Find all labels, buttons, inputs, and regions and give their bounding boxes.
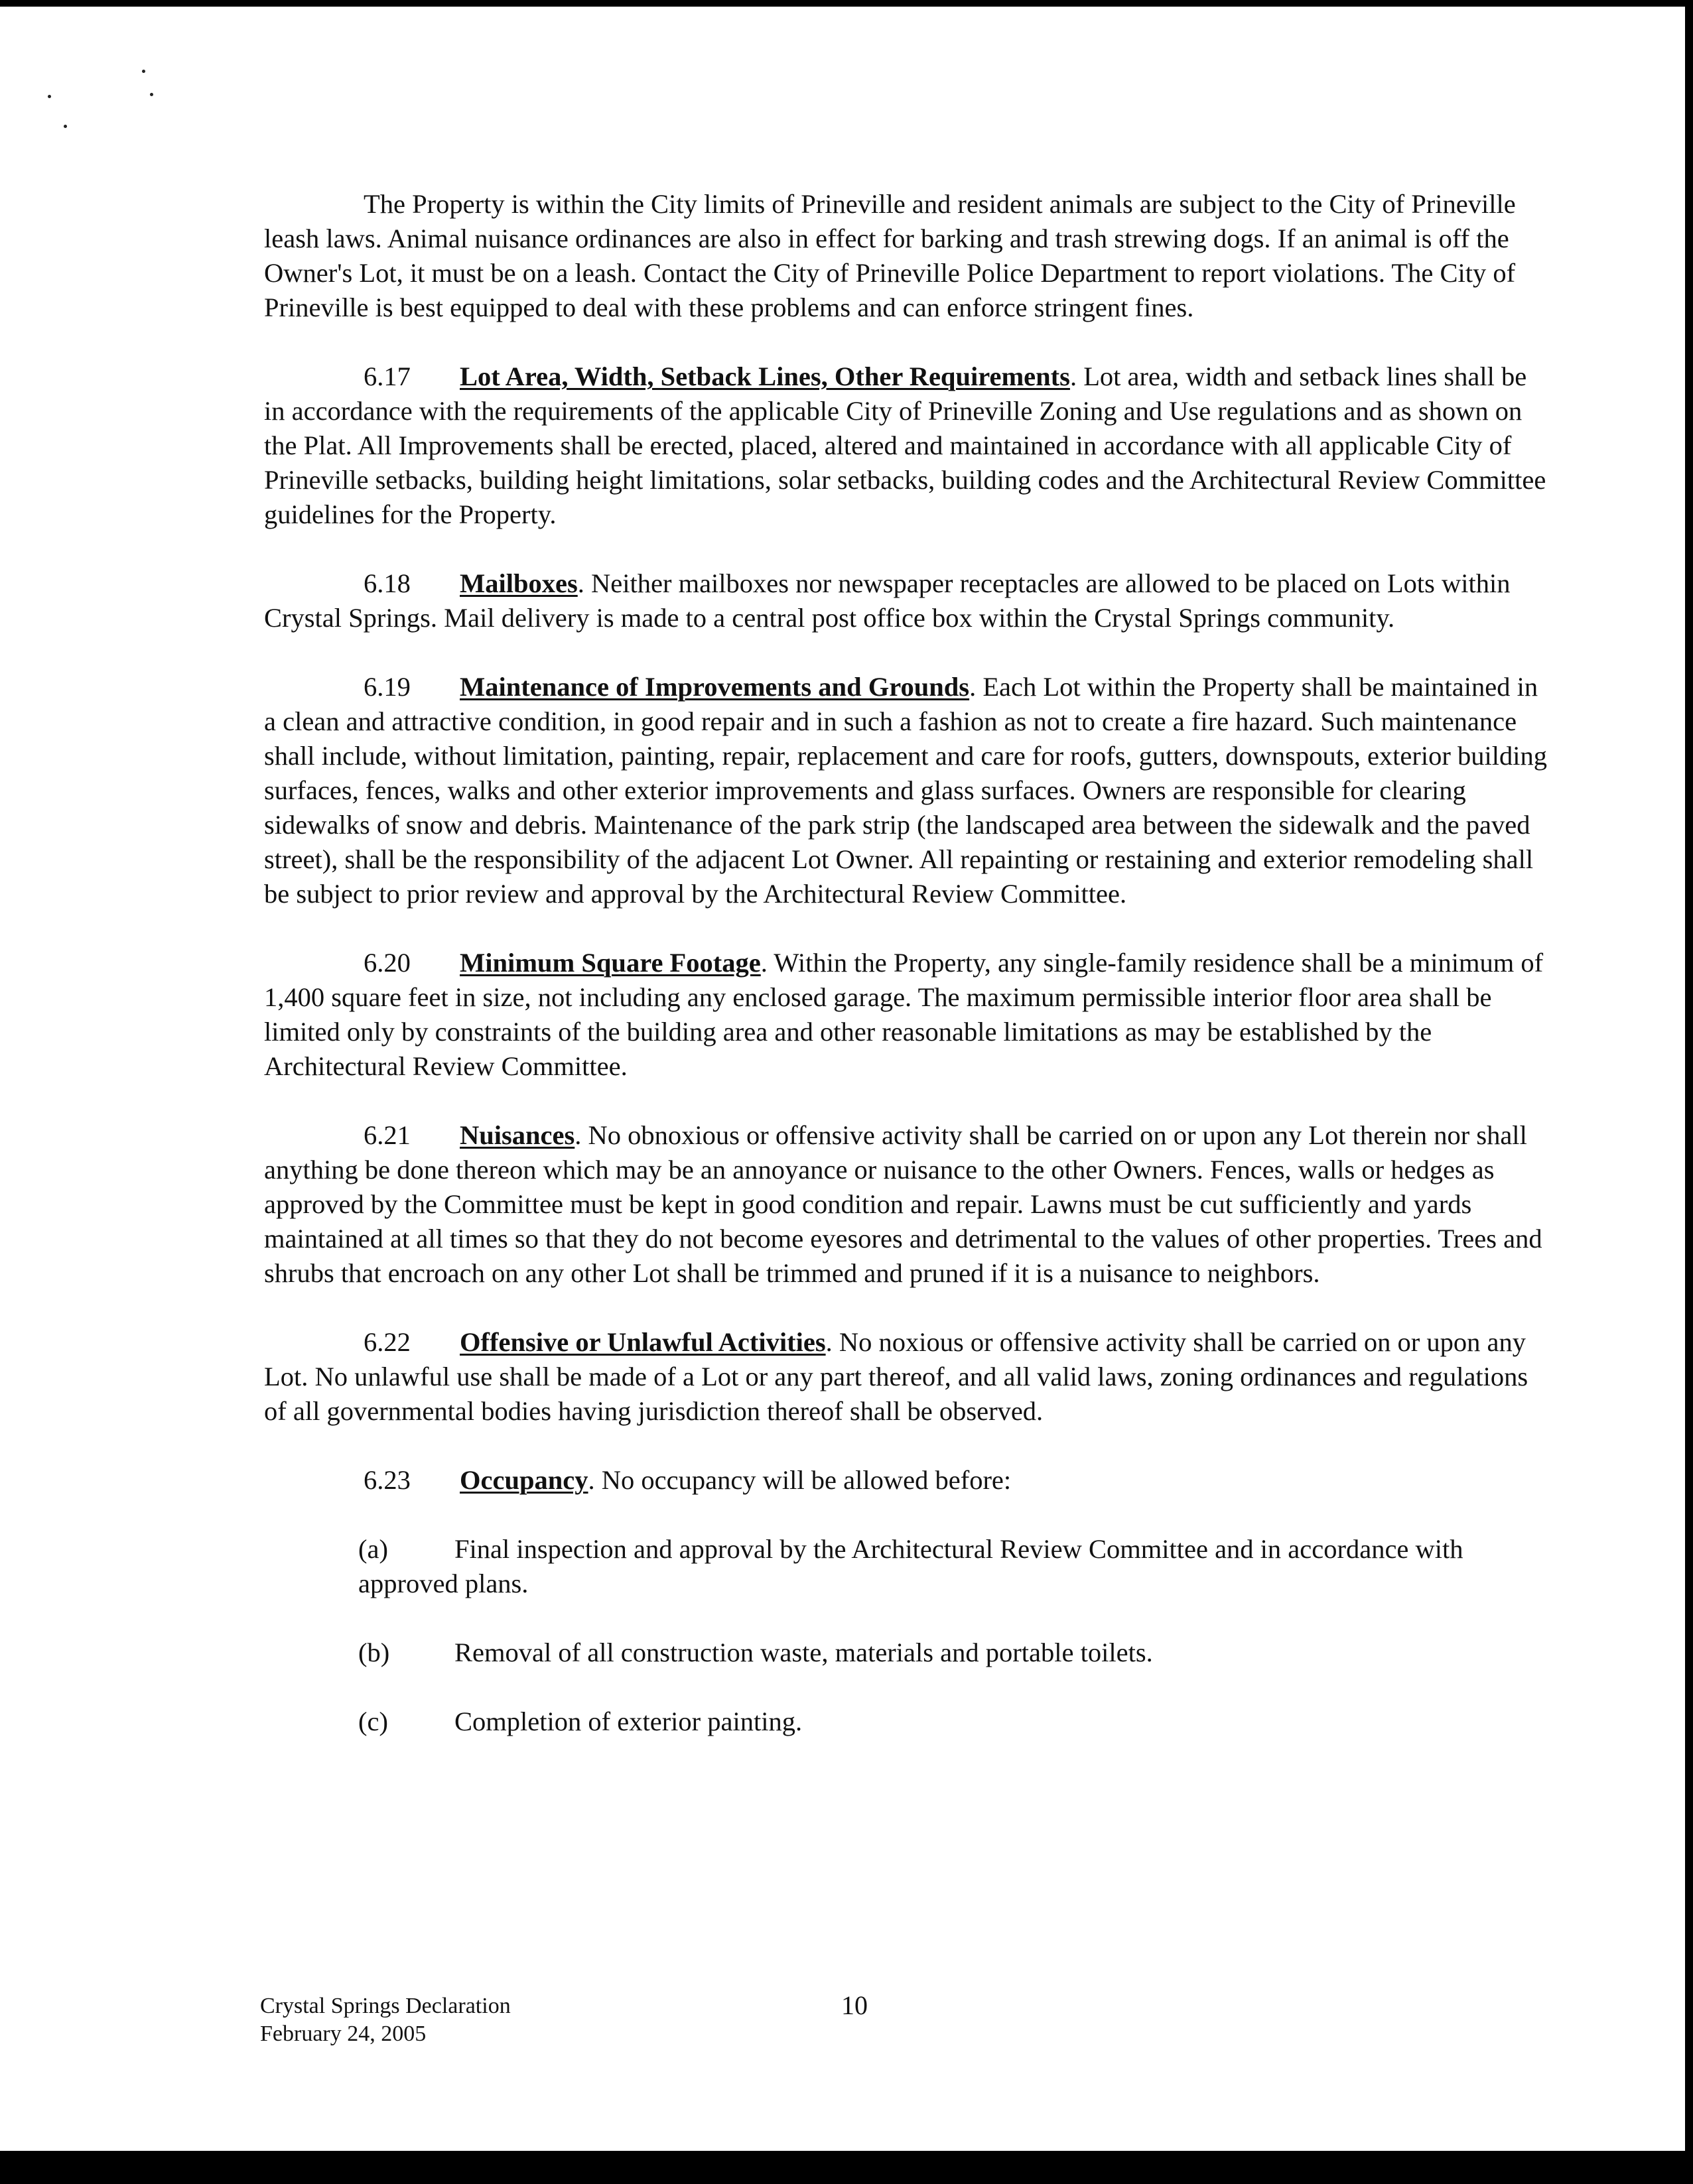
- section-title: Maintenance of Improvements and Grounds: [460, 672, 970, 702]
- section-6-22: [264, 1325, 1550, 1429]
- section-6-19: [264, 670, 1550, 911]
- section-6-23: [264, 1463, 1550, 1498]
- page-number: 10: [841, 1990, 868, 2020]
- scan-border-right: [1685, 0, 1693, 2184]
- subitem-label: (c): [358, 1706, 388, 1736]
- scan-speck: [150, 93, 153, 96]
- section-body: . Within the Property, any single-family residence shall be a minimum of 1,400 square feet in size, not including any enclosed garage. The maximum permissible interior floor area shall be limited only by constraints of the building area and other reasonable limitations as may be established by the Architectural Review Committee.: [264, 948, 1544, 1081]
- section-title: Offensive or Unlawful Activities: [460, 1327, 826, 1357]
- section-title: Minimum Square Footage: [460, 948, 761, 978]
- scan-speck: [48, 95, 51, 98]
- section-number: 6.19: [364, 672, 411, 702]
- section-body: . Neither mailboxes nor newspaper receptacles are allowed to be placed on Lots within Crystal Springs. Mail delivery is made to a central post office box within the Crystal Springs community.: [264, 568, 1511, 633]
- section-number: 6.23: [364, 1465, 411, 1495]
- section-body: . Each Lot within the Property shall be maintained in a clean and attractive condition, in good repair and in such a fashion as not to create a fire hazard. Such maintenance shall include, without limitation, painting, repair, replacement and care for roofs, gutters, downspouts, exterior building surfaces, fences, walks and other exterior improvements and glass surfaces. Owners are responsible for clearing sidewalks of snow and debris. Maintenance of the park strip (the landscaped area between the sidewalk and the paved street), shall be the responsibility of the adjacent Lot Owner. All repainting or restaining and exterior remodeling shall be subject to prior review and approval by the Architectural Review Committee.: [264, 672, 1548, 909]
- section-number: 6.18: [364, 568, 411, 598]
- section-6-20: [264, 946, 1550, 1084]
- footer-date: February 24, 2005: [260, 2022, 427, 2046]
- section-title: Nuisances: [460, 1120, 575, 1150]
- section-body: . No obnoxious or offensive activity shall be carried on or upon any Lot therein nor shall anything be done thereon which may be an annoyance or nuisance to the other Owners. Fences, walls or hedges as approved by the Committee must be kept in good condition and repair. Lawns must be cut sufficiently and yards maintained at all times so that they do not become eyesores and detrimental to the values of other properties. Trees and shrubs that encroach on any other Lot shall be trimmed and pruned if it is a nuisance to neighbors.: [264, 1120, 1542, 1288]
- section-6-21: [264, 1118, 1550, 1291]
- section-body: . No noxious or offensive activity shall be carried on or upon any Lot. No unlawful use shall be made of a Lot or any part thereof, and all valid laws, zoning ordinances and regulations of all governmental bodies having jurisdiction thereof shall be observed.: [264, 1327, 1528, 1426]
- subitem-text: Removal of all construction waste, materials and portable toilets.: [454, 1638, 1153, 1667]
- subitem-c: [264, 1704, 1550, 1739]
- scan-border-bottom: [0, 2151, 1693, 2184]
- section-body: . Lot area, width and setback lines shall be in accordance with the requirements of the applicable City of Prineville Zoning and Use regulations and as shown on the Plat. All Improvements shall be erected, placed, altered and maintained in accordance with all applicable City of Prineville setbacks, building height limitations, solar setbacks, building codes and the Architectural Review Committee guidelines for the Property.: [264, 361, 1546, 529]
- subitem-b: [264, 1636, 1550, 1670]
- subitem-text: Completion of exterior painting.: [454, 1706, 803, 1736]
- section-number: 6.17: [364, 361, 411, 391]
- scan-border-top: [0, 0, 1693, 7]
- subitem-text: Final inspection and approval by the Architectural Review Committee and in accordance with approved plans.: [358, 1534, 1463, 1598]
- section-body: . No occupancy will be allowed before:: [588, 1465, 1012, 1495]
- intro-paragraph: The Property is within the City limits of Prineville and resident animals are subject to the City of Prineville leash laws. Animal nuisance ordinances are also in effect for barking and trash strewing dogs. If an animal is off the Owner's Lot, it must be on a leash. Contact the City of Prineville Police Department to report violations. The City of Prineville is best equipped to deal with these problems and can enforce stringent fines.: [264, 189, 1516, 322]
- section-title: Mailboxes: [460, 568, 578, 598]
- section-number: 6.22: [364, 1327, 411, 1357]
- subitem-label: (a): [358, 1534, 388, 1564]
- subitem-a: [264, 1532, 1550, 1601]
- section-title: Occupancy: [460, 1465, 588, 1495]
- subitem-label: (b): [358, 1638, 390, 1667]
- section-6-17: [264, 359, 1550, 532]
- scan-speck: [64, 125, 67, 128]
- section-6-18: [264, 566, 1550, 635]
- scan-speck: [142, 70, 145, 73]
- section-title: Lot Area, Width, Setback Lines, Other Requirements: [460, 361, 1070, 391]
- section-number: 6.20: [364, 948, 411, 978]
- footer-document-title: Crystal Springs Declaration: [260, 1994, 511, 2018]
- document-body: [264, 187, 1550, 1773]
- footer-document-info: [260, 1992, 511, 2048]
- section-number: 6.21: [364, 1120, 411, 1150]
